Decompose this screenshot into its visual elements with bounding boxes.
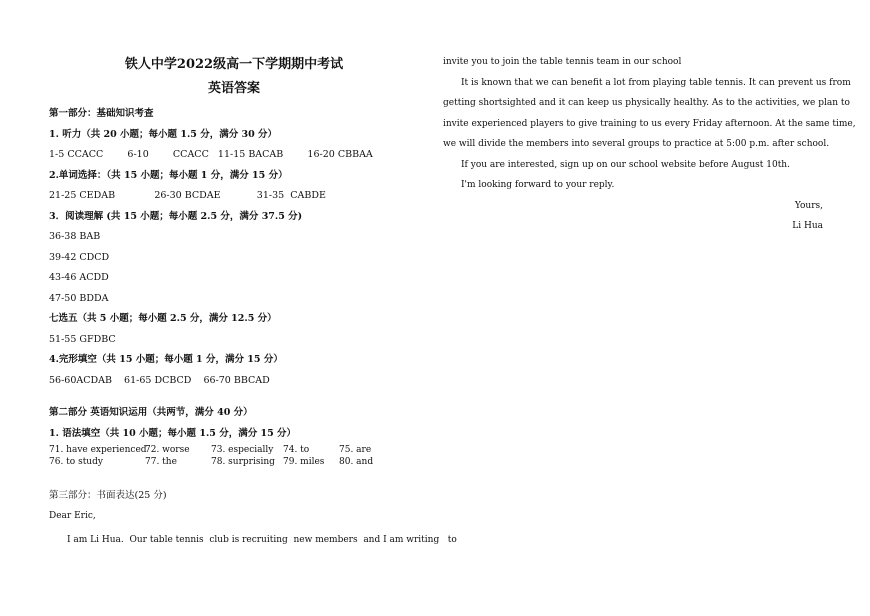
grammar-answer: 75. are [339, 444, 372, 455]
grammar-answer: 73. especially [211, 444, 274, 455]
letter-paragraph2-line: It is known that we can benefit a lot from playing table tennis. It can prevent us from [461, 77, 851, 88]
reading-answers-1: 36-38 BAB [49, 231, 101, 242]
grammar-answer: 79. miles [283, 456, 325, 467]
grammar-answer: 77. the [145, 456, 177, 467]
vocab-heading: 2.单词选择：（共 15 小题；每小题 1 分，满分 15 分） [49, 169, 288, 181]
reading-answers-4: 47-50 BDDA [49, 292, 109, 304]
listening-heading: 1. 听力（共 20 小题；每小题 1.5 分，满分 30 分） [49, 128, 278, 140]
seven-choose-five-heading: 七选五（共 5 小题；每小题 2.5 分，满分 12.5 分） [49, 313, 277, 324]
letter-paragraph4: I'm looking forward to your reply. [461, 180, 615, 190]
reading-answers-3: 43-46 ACDD [49, 272, 109, 283]
reading-answers-2: 39-42 CDCD [49, 251, 110, 263]
part2-heading: 第二部分 英语知识运用（共两节，满分 40 分） [49, 407, 253, 418]
seven-choose-five-answers: 51-55 GFDBC [49, 333, 116, 345]
cloze-heading: 4.完形填空（共 15 小题；每小题 1 分，满分 15 分） [49, 354, 283, 365]
page-subtitle: 英语答案 [207, 81, 260, 96]
grammar-answer: 74. to [283, 444, 310, 455]
letter-greeting: Dear Eric, [49, 511, 96, 521]
letter-first-line: I am Li Hua. Our table tennis club is recruiting new members and I am writing to [67, 535, 457, 545]
grammar-answer: 80. and [339, 456, 374, 467]
right-column [443, 52, 856, 237]
page-title: 铁人中学2022级高一下学期期中考试 [124, 57, 344, 72]
reading-heading: 3．阅读理解 (共 15 小题；每小题 2.5 分，满分 37.5 分) [49, 210, 303, 222]
grammar-answers [49, 444, 419, 468]
letter-signature: Li Hua [792, 221, 823, 231]
grammar-answer: 72. worse [145, 444, 190, 455]
cloze-answers: 56-60ACDAB 61-65 DCBCD 66-70 BBCAD [49, 374, 270, 386]
part1-heading: 第一部分：基础知识考查 [49, 108, 154, 119]
letter-closing: Yours, [794, 200, 823, 211]
letter-paragraph2-line: invite experienced players to give training to us every Friday afternoon. At the same time, [443, 118, 856, 129]
letter-paragraph2-line: we will divide the members into several groups to practice at 5:00 p.m. after school. [443, 139, 830, 149]
listening-answers: 1-5 CCACC 6-10 CCACC 11-15 BACAB 16-20 CBBAA [49, 149, 373, 160]
vocab-answers: 21-25 CEDAB 26-30 BCDAE 31-35 CABDE [49, 190, 326, 201]
letter-paragraph3: If you are interested, sign up on our school website before August 10th. [461, 159, 790, 170]
grammar-answer: 71. have experienced [49, 444, 147, 455]
letter-paragraph2-line: getting shortsighted and it can keep us physically healthy. As to the activities, we plan to [443, 98, 850, 108]
left-column [49, 56, 457, 555]
grammar-heading: 1. 语法填空（共 10 小题；每小题 1.5 分，满分 15 分） [49, 427, 297, 439]
part3-heading: 第三部分：书面表达(25 分) [49, 489, 167, 501]
grammar-answer: 78. surprising [211, 456, 275, 467]
grammar-answer: 76. to study [49, 456, 103, 467]
letter-continued-line: invite you to join the table tennis team in our school [443, 57, 682, 67]
